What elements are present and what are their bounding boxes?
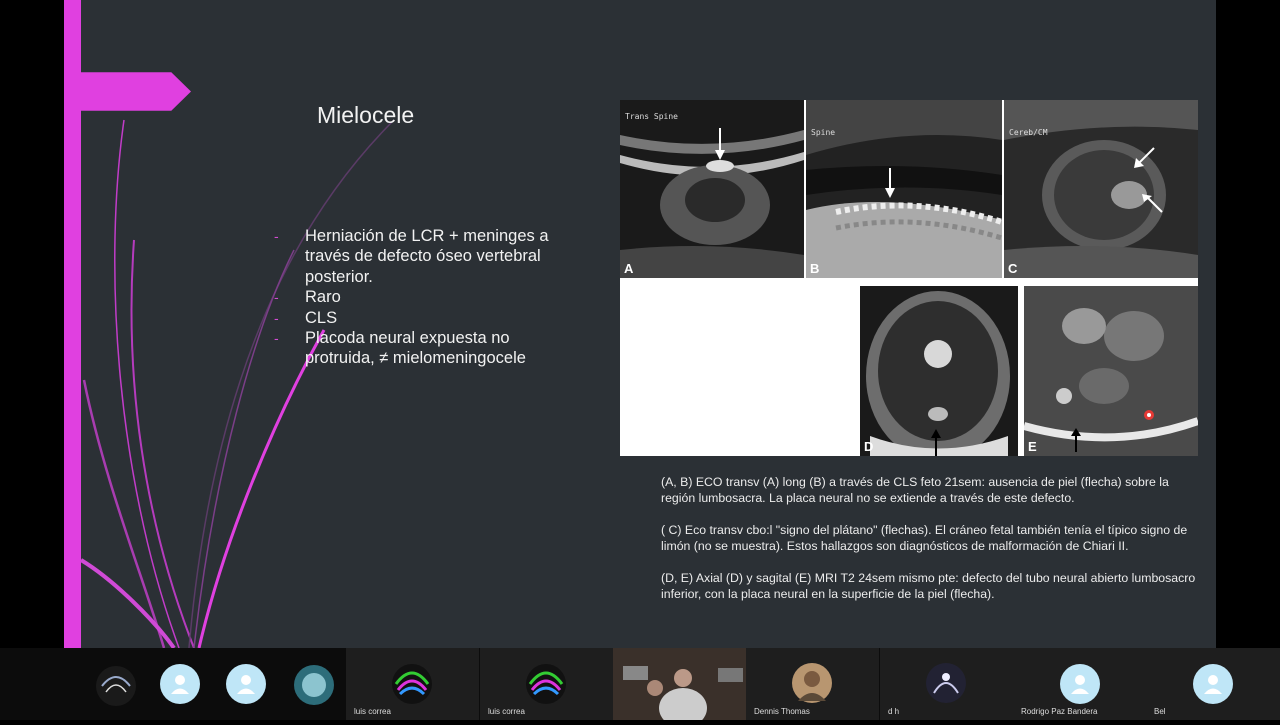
panel-a-annotation: Trans Spine [625, 112, 678, 121]
brain-tractography-icon [524, 662, 568, 706]
participant-tile[interactable] [1013, 648, 1146, 720]
participant-name: Rodrigo Paz Bandera [1021, 707, 1098, 716]
panel-a-label: A [624, 261, 634, 276]
avatar [1060, 664, 1100, 704]
participant-tile[interactable] [746, 648, 879, 720]
caption-paragraph: (D, E) Axial (D) y sagital (E) MRI T2 24sem mismo pte: defecto del tubo neural abierto lumbosacro inferior, con la placa neural en la superficie de la piel (flecha). [661, 571, 1196, 601]
panel-c-label: C [1008, 261, 1018, 276]
panel-c-ultrasound [1004, 100, 1198, 278]
brain-thumbnail-icon [94, 664, 138, 708]
caption-paragraph: (A, B) ECO transv (A) long (B) a través de CLS feto 21sem: ausencia de piel (flecha) sobre la región lumbosacra. La placa neural no se extiende a través de este defecto. [661, 475, 1169, 505]
bullet-dash: - [274, 228, 279, 244]
participant-tile[interactable] [282, 648, 346, 720]
participant-name: Dennis Thomas [754, 707, 810, 716]
participant-tile[interactable] [216, 648, 282, 720]
video-feed-icon [613, 648, 746, 720]
bullet-list [274, 226, 574, 369]
participant-tile[interactable] [880, 648, 1013, 720]
participants-strip [0, 648, 1280, 720]
panel-d-label: D [864, 439, 874, 454]
globe-thumbnail-icon [293, 664, 335, 706]
panel-b-ultrasound [806, 100, 1002, 278]
user-icon [169, 673, 191, 695]
user-icon [235, 673, 257, 695]
avatar [160, 664, 200, 704]
panel-e-mri [1024, 286, 1198, 456]
panel-d-mri [860, 286, 1018, 456]
panel-b-label: B [810, 261, 820, 276]
participant-tile[interactable] [613, 648, 746, 720]
profile-photo-icon [926, 663, 966, 703]
panel-a-ultrasound [620, 100, 804, 278]
bullet-dash: - [274, 289, 279, 306]
caption-paragraph: ( C) Eco transv cbo:l "signo del plátano" (flechas). El cráneo fetal también tenía el típico signo de limón (no se muestra). Estos hallazgos son diagnósticos de malformación de Chiari II. [661, 523, 1188, 553]
participant-tile[interactable] [1146, 648, 1280, 720]
bullet-item: - CLS [274, 308, 338, 327]
participant-tile[interactable] [346, 648, 479, 720]
avatar [1193, 664, 1233, 704]
bullet-item: - Raro [274, 288, 341, 307]
participant-name: d h [888, 707, 900, 716]
right-letterbox [1216, 0, 1280, 648]
bullet-item: - Placoda neural expuesta no protruida, ≠ mielomeningocele [274, 329, 526, 368]
presentation-slide [64, 0, 1216, 648]
participant-tile[interactable] [480, 648, 613, 720]
participant-tile[interactable] [80, 648, 150, 720]
figure-caption [661, 474, 1196, 618]
ultrasound-mri-figure [620, 100, 1198, 456]
bullet-dash: - [274, 330, 279, 347]
participant-name: luis correa [354, 707, 391, 716]
profile-photo-icon [792, 663, 832, 703]
user-icon [1202, 673, 1224, 695]
slide-title: Mielocele [317, 102, 415, 128]
participant-name: Bel [1154, 707, 1166, 716]
bullet-item: - Herniación de LCR + meninges a través de defecto óseo vertebral posterior. [274, 227, 549, 286]
avatar [226, 664, 266, 704]
user-icon [1069, 673, 1091, 695]
panel-c-annotation: Cereb/CM [1009, 128, 1048, 137]
participant-tile[interactable] [150, 648, 216, 720]
bullet-dash: - [274, 309, 279, 326]
panel-b-annotation: Spine [811, 128, 836, 137]
panel-e-label: E [1028, 439, 1037, 454]
participant-name: luis correa [488, 707, 525, 716]
brain-tractography-icon [390, 662, 434, 706]
left-letterbox [0, 0, 64, 648]
